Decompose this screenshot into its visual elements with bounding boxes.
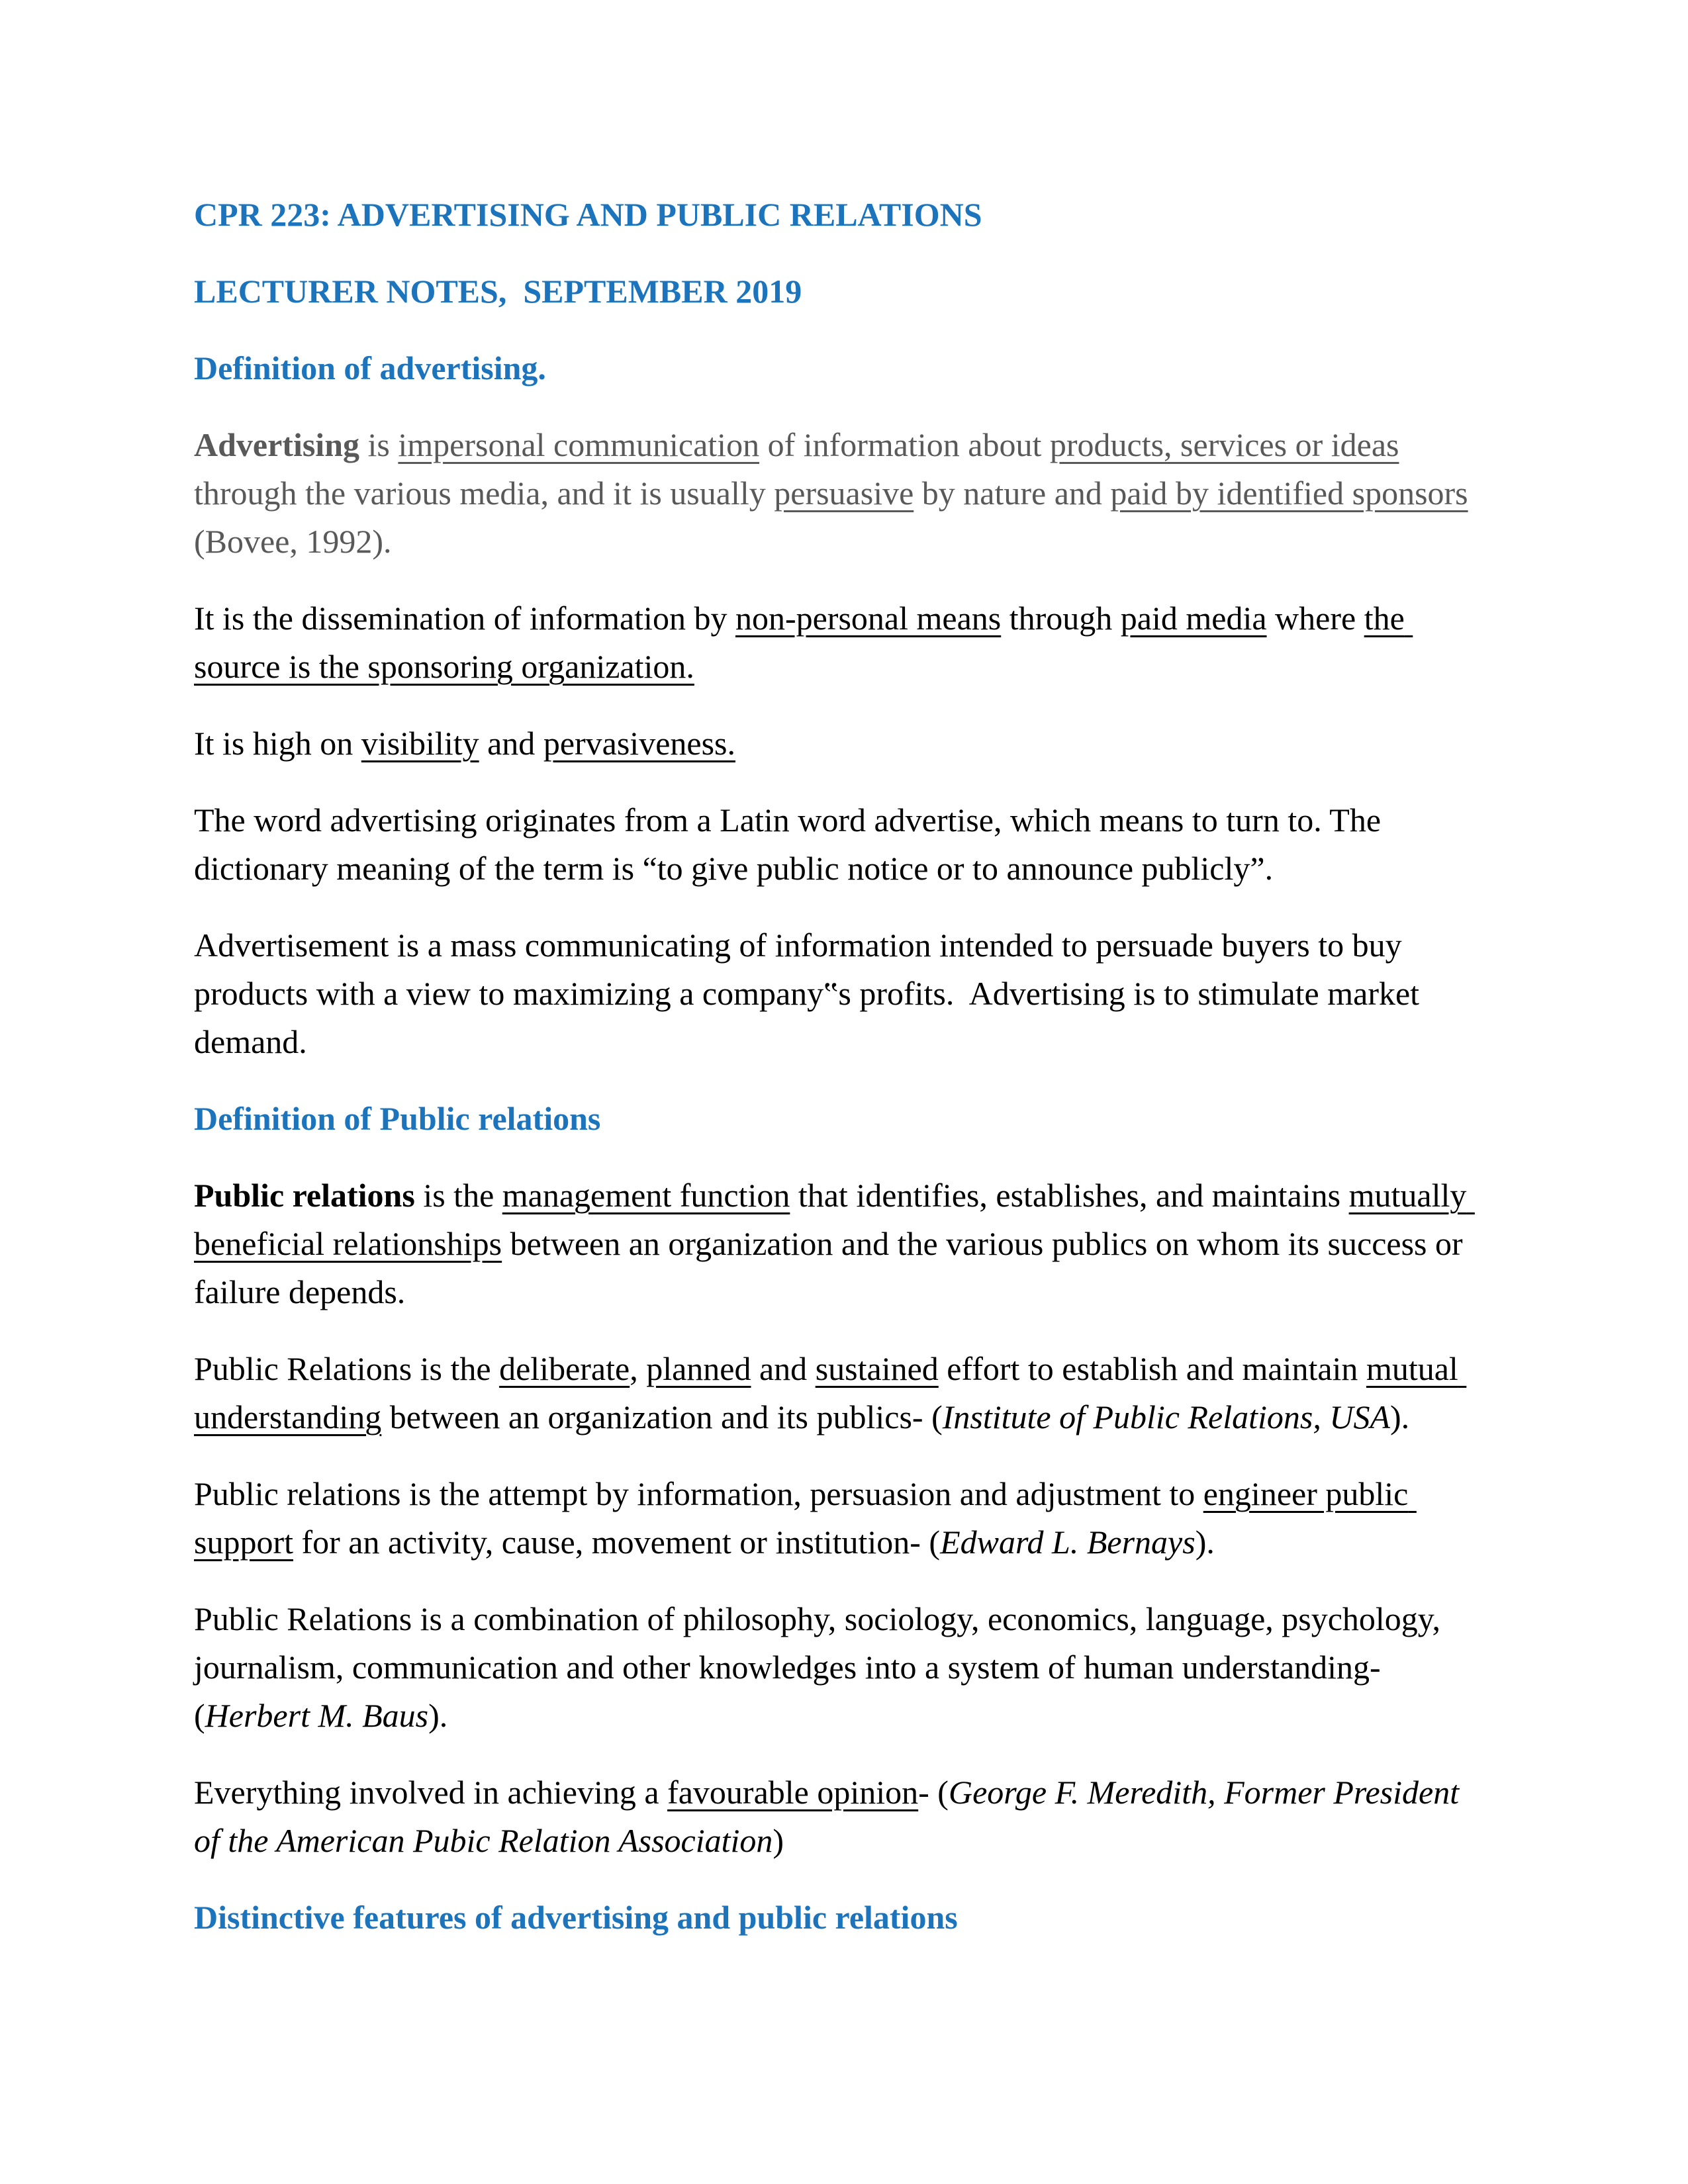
text-run: Advertisement is a mass communicating of information intended to persuade buyers to buy products with a view to maximizing a company‟s profits. Advertising is to stimulate market demand. [194,927,1428,1060]
text-run: Public Relations is the [194,1350,500,1387]
text-run: pervasiveness. [543,725,735,762]
text-run: ). [1195,1524,1215,1561]
text-run: sustained [815,1350,939,1387]
pr-bernays-definition-paragraph [194,1470,1489,1567]
text-run: (Bovee, 1992). [194,475,1477,560]
pr-meredith-definition-paragraph [194,1768,1489,1865]
text-run: ) [773,1822,784,1859]
text-run: It is high on [194,725,361,762]
text-run: between an organization and the various publics on whom its success or failure depends. [194,1225,1472,1310]
text-run: of information about [759,426,1050,463]
latin-origin-paragraph [194,796,1489,893]
text-run: LECTURER NOTES, SEPTEMBER 2019 [194,273,802,310]
distinctive-features-heading [194,1893,1489,1942]
text-run: mutual understanding [194,1350,1467,1435]
text-run: that identifies, establishes, and maintains [790,1177,1349,1214]
text-run: mutually beneficial relationships [194,1177,1475,1262]
text-run: - ( [918,1774,949,1811]
course-title-heading [194,191,1489,239]
text-run: paid by identified sponsors [1110,475,1468,512]
pr-baus-definition-paragraph [194,1595,1489,1740]
text-run: Public relations [194,1177,415,1214]
text-run: is [359,426,399,463]
text-run: and [751,1350,816,1387]
text-run: Definition of Public relations [194,1100,601,1137]
text-run: ). [428,1697,448,1734]
text-run: engineer public support [194,1475,1417,1561]
text-run: favourable opinion [667,1774,919,1811]
text-run: persuasive [774,475,914,512]
document-content [194,191,1489,1942]
text-run: Public Relations is a combination of philosophy, sociology, economics, language, psychology, journalism, communication and other knowledges into a system of human understanding- ( [194,1600,1449,1734]
text-run: the source is the sponsoring organization. [194,600,1413,685]
text-run: is the [414,1177,502,1214]
text-run: It is the dissemination of information by [194,600,735,637]
text-run: and [479,725,543,762]
text-run: by nature and [914,475,1111,512]
text-run: , [630,1350,647,1387]
text-run: Everything involved in achieving a [194,1774,668,1811]
advertising-definition-paragraph [194,421,1489,566]
text-run: effort to establish and maintain [938,1350,1366,1387]
text-run: Distinctive features of advertising and public relations [194,1899,958,1936]
text-run: Public relations is the attempt by information, persuasion and adjustment to [194,1475,1203,1512]
text-run: impersonal communication [398,426,760,463]
definition-of-public-relations-heading [194,1095,1489,1143]
text-run: non-personal means [735,600,1002,637]
text-run: management function [502,1177,790,1214]
lecturer-notes-heading [194,267,1489,316]
text-run: Institute of Public Relations, USA [942,1398,1391,1435]
pr-ipr-definition-paragraph [194,1345,1489,1441]
text-run: between an organization and its publics- ( [381,1398,943,1435]
text-run: products, services or ideas [1049,426,1399,463]
text-run: visibility [361,725,479,762]
definition-of-advertising-heading [194,344,1489,392]
text-run: planned [646,1350,751,1387]
text-run: George F. Meredith, Former President of the American Pubic Relation Association [194,1774,1468,1859]
text-run: through [1001,600,1121,637]
text-run: Herbert M. Baus [205,1697,429,1734]
text-run: paid media [1120,600,1267,637]
dissemination-paragraph [194,594,1489,691]
text-run: ). [1390,1398,1410,1435]
text-run: The word advertising originates from a Latin word advertise, which means to turn to. The dictionary meaning of the term is “to give public notice or to announce publicly”. [194,801,1389,887]
text-run: where [1266,600,1364,637]
text-run: through the various media, and it is usually [194,426,1407,512]
text-run: deliberate [499,1350,630,1387]
text-run: for an activity, cause, movement or institution- ( [293,1524,941,1561]
text-run: CPR 223: ADVERTISING AND PUBLIC RELATIONS [194,196,982,233]
text-run: Edward L. Bernays [940,1524,1196,1561]
text-run: Advertising [194,426,359,463]
pr-management-function-paragraph [194,1171,1489,1316]
visibility-paragraph [194,719,1489,768]
text-run: Definition of advertising. [194,349,546,387]
mass-communicating-paragraph [194,921,1489,1066]
